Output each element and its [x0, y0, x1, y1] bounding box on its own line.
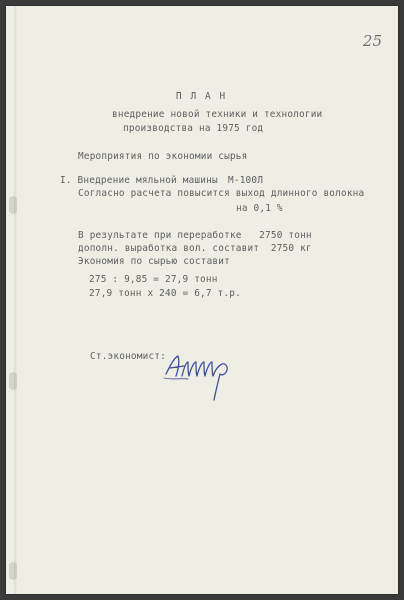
result-line-3: Экономия по сырью составит — [78, 256, 230, 267]
calculation-1: 275 : 9,85 = 27,9 тонн — [89, 274, 218, 285]
item-percentage: на 0,1 % — [236, 203, 283, 214]
document-title: П Л А Н — [176, 91, 227, 102]
item-description: Согласно расчета повысится выход длинного волокна — [78, 188, 365, 199]
result-line-2: дополн. выработка вол. составит 2750 кг — [78, 243, 312, 254]
machine-model: М-100Л — [228, 175, 264, 186]
document-page — [6, 6, 398, 594]
binder-hole — [9, 372, 17, 390]
binder-hole — [9, 196, 17, 214]
result-line-1: В результате при переработке 2750 тонн — [78, 230, 312, 241]
signature-label: Ст.экономист: — [90, 351, 166, 362]
binder-hole — [9, 562, 17, 580]
section-heading: Мероприятия по экономии сырья — [78, 151, 248, 162]
item-title: I. Внедрение мяльной машины — [60, 175, 218, 186]
binding-fold — [14, 6, 17, 594]
page-number: 25 — [362, 32, 382, 50]
calculation-2: 27,9 тонн х 240 = 6,7 т.р. — [89, 288, 241, 299]
handwritten-signature — [158, 344, 248, 404]
subtitle-line-1: внедрение новой техники и технологии — [112, 109, 323, 120]
subtitle-line-2: производства на 1975 год — [123, 123, 264, 134]
